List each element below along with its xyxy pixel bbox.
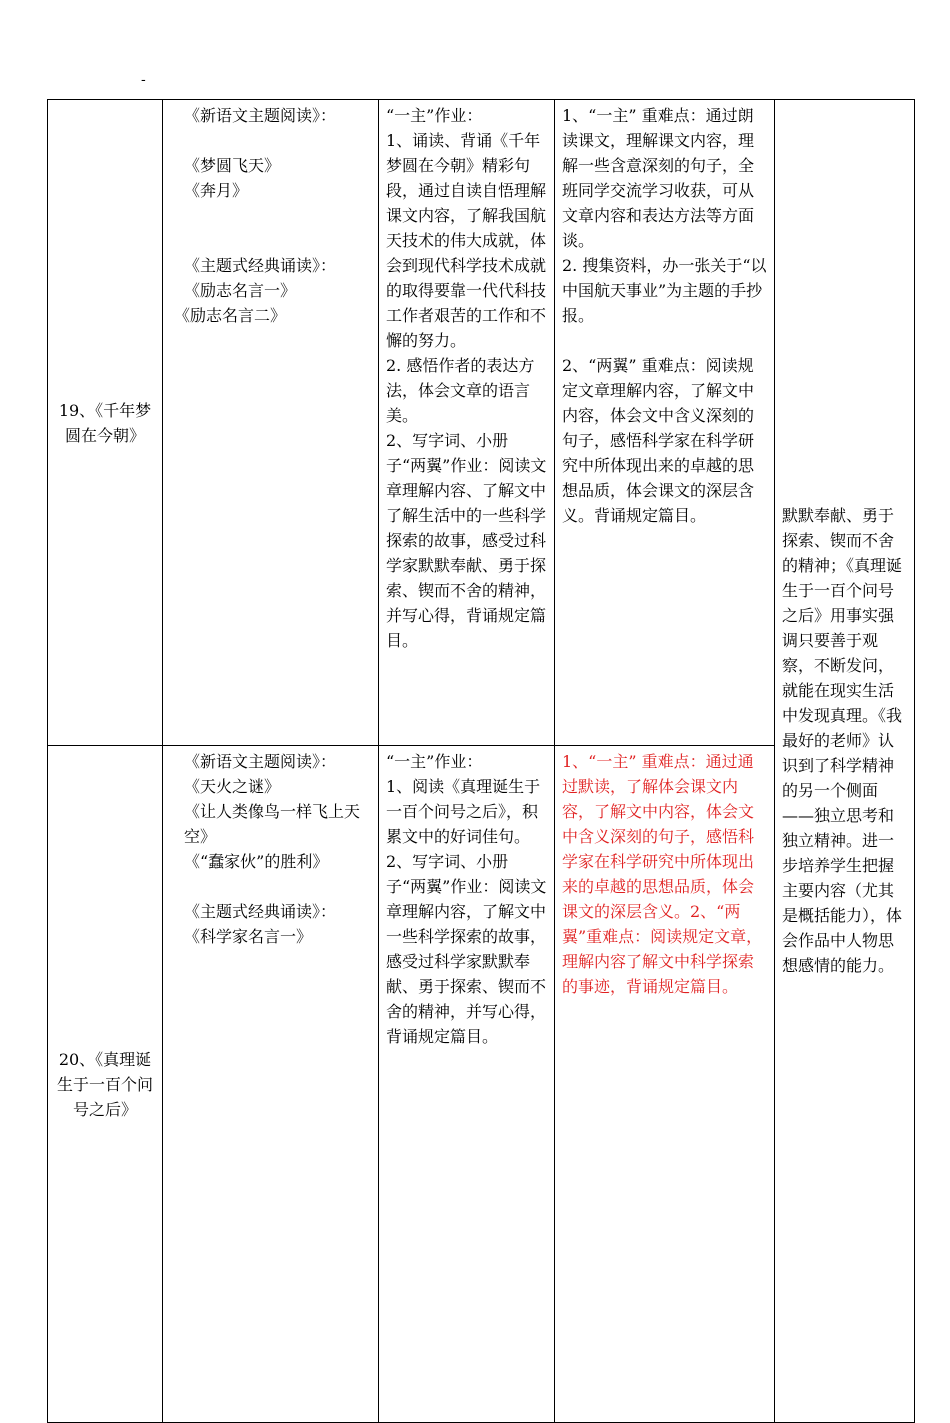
homework-text: “一主”作业： 1、诵读、背诵《千年梦圆在今朝》精彩句段，通过自读自悟理解课文内容，了解我国航天技术的伟大成就，体会到现代科学技术成就的取得要靠一代代科技工作者艰苦的工作和不懈的努力。 2. 感悟作者的表达方法，体会文章的语言美。 2、写字词、小册子“两翼”作业：阅读文章理解内容、了解文中了解生活中的一些科学探索的故事，感受过科学家默默奉献、勇于探索、锲而不舍的精神，并写心得，背诵规定篇目。: [386, 106, 547, 650]
key-points-cell: [555, 746, 775, 1423]
key-points-text: 1、“一主” 重难点：通过朗读课文，理解课文内容，理解一些含意深刻的句子，全班同学交流学习收获，可从文章内容和表达方法等方面谈。 2. 搜集资料，办一张关于“以中国航天事业”为主题的手抄报。 2、“两翼” 重难点：阅读规定文章理解内容，了解文中内容，体会文中含义深刻的句子，感悟科学家在科学研究中所体现出来的卓越的思想品质，体会课文的深层含义。背诵规定篇目。: [562, 106, 767, 525]
homework-cell: [379, 100, 555, 746]
homework-text: “一主”作业： 1、阅读《真理诞生于一百个问号之后》，积累文中的好词佳句。 2、写字词、小册子“两翼”作业：阅读文章理解内容，了解文中一些科学探索的故事，感受过科学家默默奉献、勇于探索、锲而不舍的精神，并写心得，背诵规定篇目。: [386, 752, 547, 1046]
summary-cell: [775, 100, 915, 1423]
reading-item: 《主题式经典诵读》：: [184, 902, 337, 921]
lesson-title-cell: 20、《真理诞生于一百个问号之后》: [48, 746, 163, 1423]
key-points-cell: [555, 100, 775, 746]
reading-item: 《让人类像鸟一样飞上天空》: [184, 802, 361, 846]
header-mark: -: [141, 72, 146, 88]
reading-item: 《奔月》: [184, 181, 249, 200]
reading-item: 《天火之谜》: [184, 777, 281, 796]
reading-item: 《梦圆飞天》: [184, 156, 281, 175]
reading-item: 《科学家名言一》: [184, 927, 313, 946]
reading-item: 《主题式经典诵读》：: [184, 256, 337, 275]
reading-item: 《“蠢家伙”的胜利》: [184, 852, 329, 871]
lesson-plan-table: [47, 99, 915, 1423]
readings-cell: [163, 746, 379, 1423]
summary-text: 默默奉献、勇于探索、锲而不舍的精神；《真理诞生于一百个问号之后》用事实强调只要善于观察，不断发问，就能在现实生活中发现真理。《我最好的老师》认识到了科学精神的另一个侧面——独立思考和独立精神。进一步培养学生把握主要内容（尤其是概括能力），体会作品中人物思想感情的能力。: [782, 505, 903, 975]
readings-cell: [163, 100, 379, 746]
reading-item: 《励志名言一》: [184, 281, 297, 300]
reading-item: 《励志名言二》: [174, 306, 287, 325]
reading-item: 《新语文主题阅读》：: [184, 752, 337, 771]
lesson-title-cell: 19、《千年梦圆在今朝》: [48, 100, 163, 746]
reading-item: 《新语文主题阅读》：: [184, 106, 337, 125]
homework-cell: [379, 746, 555, 1423]
table-row: [48, 100, 915, 746]
key-points-text: 1、“一主” 重难点：通过通过默读，了解体会课文内容，了解文中内容，体会文中含义深刻的句子，感悟科学家在科学研究中所体现出来的卓越的思想品质，体会课文的深层含义。2、“两翼”重难点：阅读规定文章，理解内容了解文中科学探索的事迹，背诵规定篇目。: [562, 752, 763, 996]
